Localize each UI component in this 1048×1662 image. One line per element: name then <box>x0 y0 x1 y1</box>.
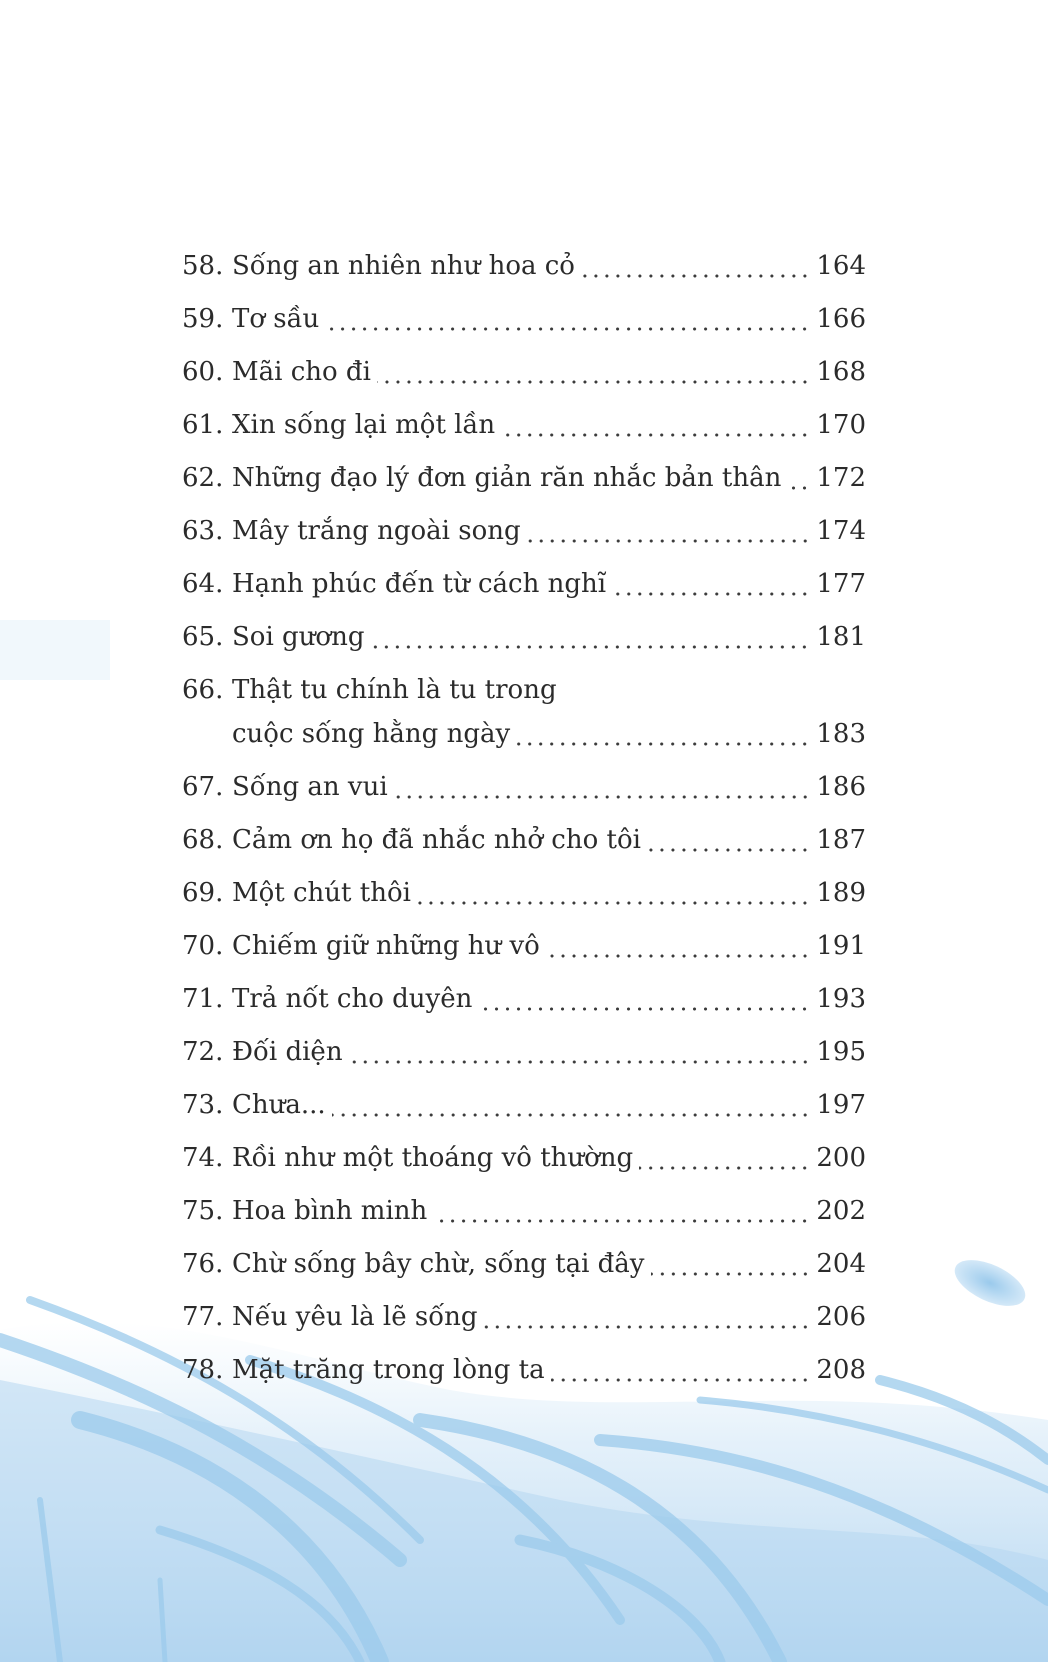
toc-entry[interactable] <box>182 505 866 558</box>
dot-leader <box>349 1059 811 1065</box>
toc-entry-page-number: 172 <box>816 463 866 493</box>
toc-entry[interactable] <box>182 611 866 664</box>
toc-entry[interactable] <box>182 814 866 867</box>
dot-leader <box>647 847 810 853</box>
toc-entry-number: 72. <box>182 1037 224 1067</box>
toc-entry-title: Đối diện <box>232 1037 343 1067</box>
toc-entry-title: Chiếm giữ những hư vô <box>232 931 540 961</box>
toc-entry-number: 69. <box>182 878 224 908</box>
toc-entry-number: 78. <box>182 1355 224 1385</box>
dot-leader <box>516 741 810 747</box>
dot-leader <box>484 1324 811 1330</box>
toc-entry-page-number: 177 <box>816 569 866 599</box>
toc-entry-number: 66. <box>182 675 224 705</box>
toc-entry-page-number: 166 <box>816 304 866 334</box>
toc-entry-page-number: 186 <box>816 772 866 802</box>
toc-entry-page-number: 174 <box>816 516 866 546</box>
toc-entry-title: Những đạo lý đơn giản răn nhắc bản thân <box>232 463 782 493</box>
toc-entry-title: Soi gương <box>232 622 365 652</box>
toc-entry[interactable] <box>182 1185 866 1238</box>
toc-entry-number: 70. <box>182 931 224 961</box>
toc-entry-title: Hoa bình minh <box>232 1196 428 1226</box>
dot-leader <box>370 644 810 650</box>
toc-entry[interactable] <box>182 1344 866 1397</box>
toc-entry-title: Mặt trăng trong lòng ta <box>232 1355 545 1385</box>
toc-entry-title: Chừ sống bây chừ, sống tại đây <box>232 1249 645 1279</box>
toc-entry-page-number: 187 <box>816 825 866 855</box>
toc-entry-number: 76. <box>182 1249 224 1279</box>
toc-entry-page-number: 204 <box>816 1249 866 1279</box>
toc-entry[interactable] <box>182 558 866 611</box>
toc-entry-page-number: 191 <box>816 931 866 961</box>
toc-entry-title: Nếu yêu là lẽ sống <box>232 1302 478 1332</box>
toc-entry-number: 75. <box>182 1196 224 1226</box>
toc-entry-page-number: 202 <box>816 1196 866 1226</box>
dot-leader <box>394 794 811 800</box>
toc-entry-number: 60. <box>182 357 224 387</box>
toc-entry-number: 65. <box>182 622 224 652</box>
toc-entry-number: 71. <box>182 984 224 1014</box>
toc-entry[interactable] <box>182 452 866 505</box>
dot-leader <box>546 953 811 959</box>
toc-entry-page-number: 183 <box>816 719 866 749</box>
toc-entry[interactable] <box>182 920 866 973</box>
toc-entry-title: Trả nốt cho duyên <box>232 984 473 1014</box>
toc-entry-number: 64. <box>182 569 224 599</box>
toc-entry-number: 73. <box>182 1090 224 1120</box>
toc-entry-title: Thật tu chính là tu trong <box>232 675 557 705</box>
toc-entry-title: Mây trắng ngoài song <box>232 516 521 546</box>
toc-entry-page-number: 168 <box>816 357 866 387</box>
toc-entry-page-number: 208 <box>816 1355 866 1385</box>
leaf-icon <box>948 1251 1032 1316</box>
toc-entry-page-number: 170 <box>816 410 866 440</box>
toc-entry[interactable] <box>182 1132 866 1185</box>
toc-entry-title: Tơ sầu <box>232 304 320 334</box>
toc-entry-number: 63. <box>182 516 224 546</box>
toc-entry-title: Sống an nhiên như hoa cỏ <box>232 251 575 281</box>
toc-entry[interactable] <box>182 1291 866 1344</box>
toc-entry[interactable] <box>182 867 866 920</box>
toc-entry-number: 68. <box>182 825 224 855</box>
toc-entry-title: Cảm ơn họ đã nhắc nhở cho tôi <box>232 825 641 855</box>
toc-entry-title: Hạnh phúc đến từ cách nghĩ <box>232 569 607 599</box>
toc-entry-number: 77. <box>182 1302 224 1332</box>
toc-entry-page-number: 197 <box>816 1090 866 1120</box>
dot-leader <box>581 273 810 279</box>
toc-entry[interactable] <box>182 399 866 452</box>
toc-entry-number: 67. <box>182 772 224 802</box>
toc-entry-title: Mãi cho đi <box>232 357 371 387</box>
toc-entry[interactable] <box>182 293 866 346</box>
dot-leader <box>639 1165 810 1171</box>
toc-entry[interactable] <box>182 240 866 293</box>
toc-entry-title: Chưa... <box>232 1090 326 1120</box>
dot-leader <box>325 326 810 332</box>
toc-entry[interactable] <box>182 664 866 761</box>
toc-entry-title: Sống an vui <box>232 772 388 802</box>
dot-leader <box>612 591 810 597</box>
dot-leader <box>417 900 810 906</box>
table-of-contents <box>182 240 866 1397</box>
dot-leader <box>651 1271 811 1277</box>
toc-entry-number: 62. <box>182 463 224 493</box>
toc-entry-title-continued: cuộc sống hằng ngày <box>232 719 511 749</box>
toc-entry[interactable] <box>182 973 866 1026</box>
dot-leader <box>377 379 810 385</box>
toc-entry-page-number: 189 <box>816 878 866 908</box>
dot-leader <box>433 1218 810 1224</box>
toc-entry-page-number: 206 <box>816 1302 866 1332</box>
dot-leader <box>501 432 810 438</box>
dot-leader <box>527 538 811 544</box>
toc-entry-number: 58. <box>182 251 224 281</box>
toc-entry[interactable] <box>182 1079 866 1132</box>
dot-leader <box>332 1112 811 1118</box>
toc-entry-title: Xin sống lại một lần <box>232 410 496 440</box>
toc-entry-title: Rồi như một thoáng vô thường <box>232 1143 634 1173</box>
dot-leader <box>787 485 810 491</box>
toc-entry-page-number: 181 <box>816 622 866 652</box>
toc-entry[interactable] <box>182 1238 866 1291</box>
toc-entry-number: 59. <box>182 304 224 334</box>
toc-entry-number: 61. <box>182 410 224 440</box>
toc-entry-title: Một chút thôi <box>232 878 411 908</box>
toc-entry-page-number: 195 <box>816 1037 866 1067</box>
dot-leader <box>551 1377 811 1383</box>
dot-leader <box>478 1006 810 1012</box>
toc-entry-page-number: 193 <box>816 984 866 1014</box>
toc-entry[interactable] <box>182 346 866 399</box>
toc-entry[interactable] <box>182 761 866 814</box>
toc-entry-page-number: 164 <box>816 251 866 281</box>
toc-entry[interactable] <box>182 1026 866 1079</box>
toc-entry-page-number: 200 <box>816 1143 866 1173</box>
toc-entry-number: 74. <box>182 1143 224 1173</box>
